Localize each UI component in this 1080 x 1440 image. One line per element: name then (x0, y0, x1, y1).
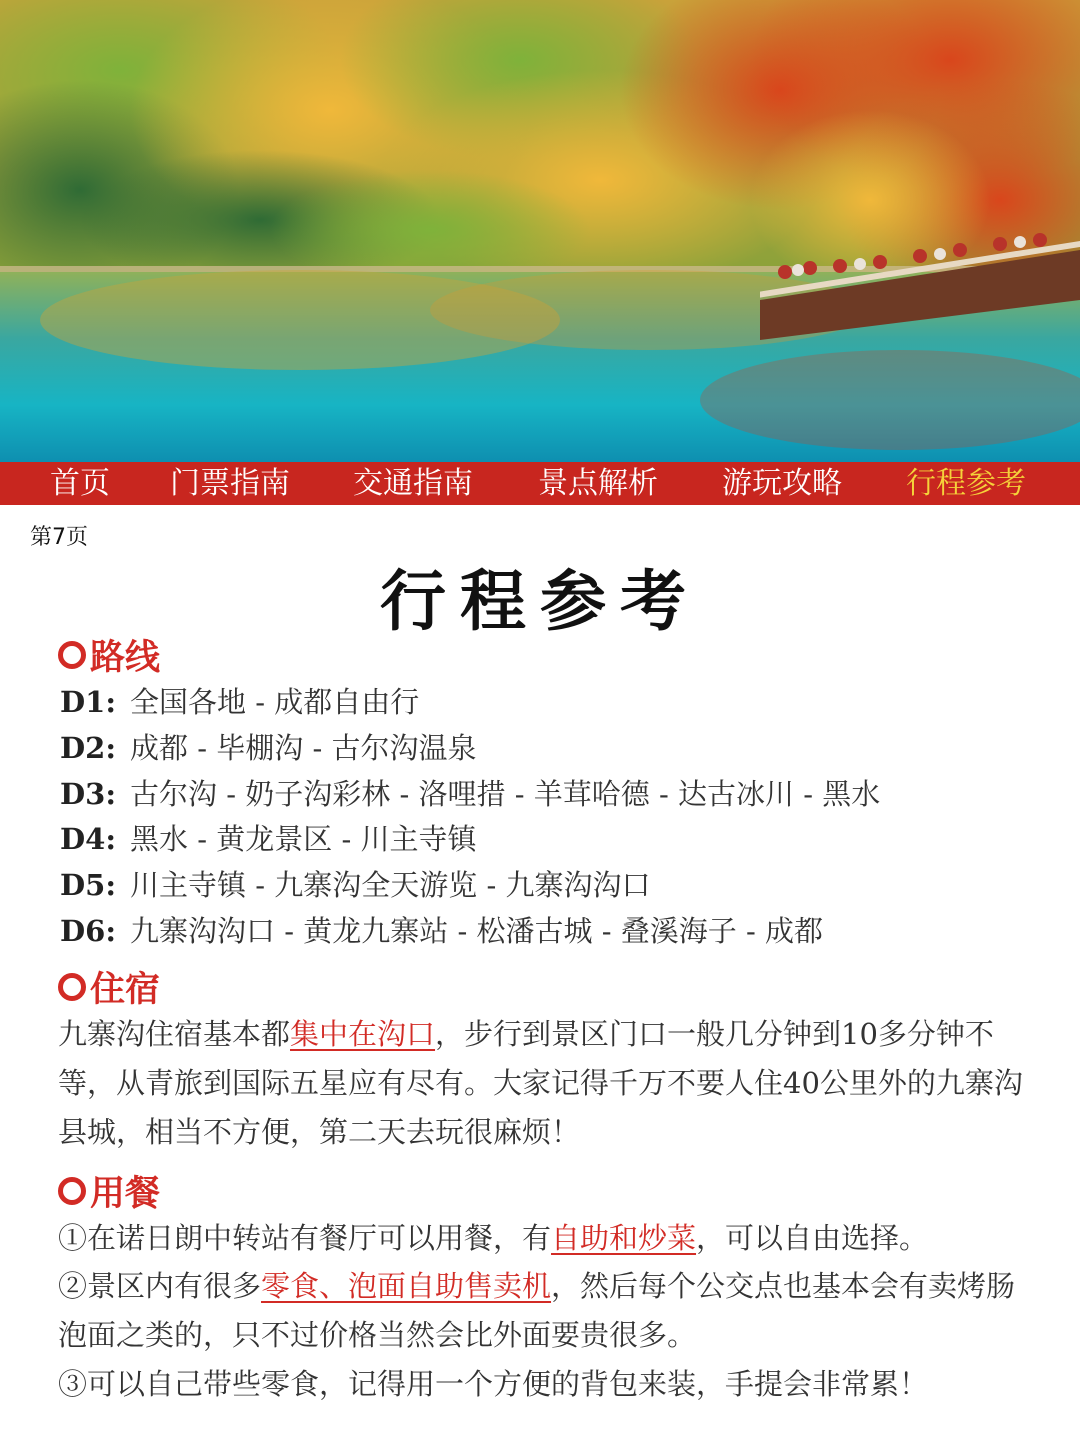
nav-item-attractions[interactable]: 景点解析 (538, 466, 658, 501)
nav-item-home[interactable]: 首页 (50, 466, 110, 501)
section-heading-label: 住宿 (90, 969, 161, 1010)
hero-landscape-image (0, 0, 1080, 462)
route-day-6: D6: 九寨沟沟口 - 黄龙九寨站 - 松潘古城 - 叠溪海子 - 成都 (60, 914, 823, 948)
nav-item-guide[interactable]: 游玩攻略 (722, 466, 842, 501)
dining-item-1: ①在诺日朗中转站有餐厅可以用餐，有自助和炒菜，可以自由选择。 (58, 1221, 929, 1255)
nav-item-tickets[interactable]: 门票指南 (170, 466, 290, 501)
route-day-2: D2: 成都 - 毕棚沟 - 古尔沟温泉 (60, 731, 477, 765)
circle-bullet-icon (58, 1177, 86, 1205)
section-heading-dining (58, 1166, 160, 1216)
nav-item-itinerary[interactable]: 行程参考 (906, 466, 1026, 501)
route-day-4: D4: 黑水 - 黄龙景区 - 川主寺镇 (60, 822, 477, 856)
route-day-3: D3: 古尔沟 - 奶子沟彩林 - 洛哩措 - 羊茸哈德 - 达古冰川 - 黑水 (60, 777, 881, 811)
lodging-paragraph: 九寨沟住宿基本都集中在沟口，步行到景区门口一般几分钟到10多分钟不等，从青旅到国际五星应有尽有。大家记得千万不要人住40公里外的九寨沟县城，相当不方便，第二天去玩很麻烦！ (58, 1017, 1023, 1149)
page-number: 第7页 (30, 525, 88, 550)
highlight-text: 零食、泡面自助售卖机 (261, 1269, 552, 1303)
dining-item-3: ③可以自己带些零食，记得用一个方便的背包来装，手提会非常累！ (58, 1367, 929, 1401)
section-heading-label: 用餐 (90, 1173, 161, 1214)
section-heading-route (58, 630, 160, 680)
route-day-1: D1: 全国各地 - 成都自由行 (60, 685, 420, 719)
nav-item-transport[interactable]: 交通指南 (353, 466, 473, 501)
page-title: 行程参考 (380, 562, 700, 640)
section-heading-label: 路线 (90, 637, 161, 678)
highlight-text: 集中在沟口 (290, 1017, 436, 1051)
route-day-5: D5: 川主寺镇 - 九寨沟全天游览 - 九寨沟沟口 (60, 868, 651, 902)
dining-item-2: ②景区内有很多零食、泡面自助售卖机，然后每个公交点也基本会有卖烤肠泡面之类的，只不过价格当然会比外面要贵很多。 (58, 1269, 1016, 1352)
circle-bullet-icon (58, 973, 86, 1001)
section-heading-lodging (58, 962, 160, 1012)
top-nav-bar (0, 462, 1080, 505)
highlight-text: 自助和炒菜 (551, 1221, 697, 1255)
circle-bullet-icon (58, 641, 86, 669)
